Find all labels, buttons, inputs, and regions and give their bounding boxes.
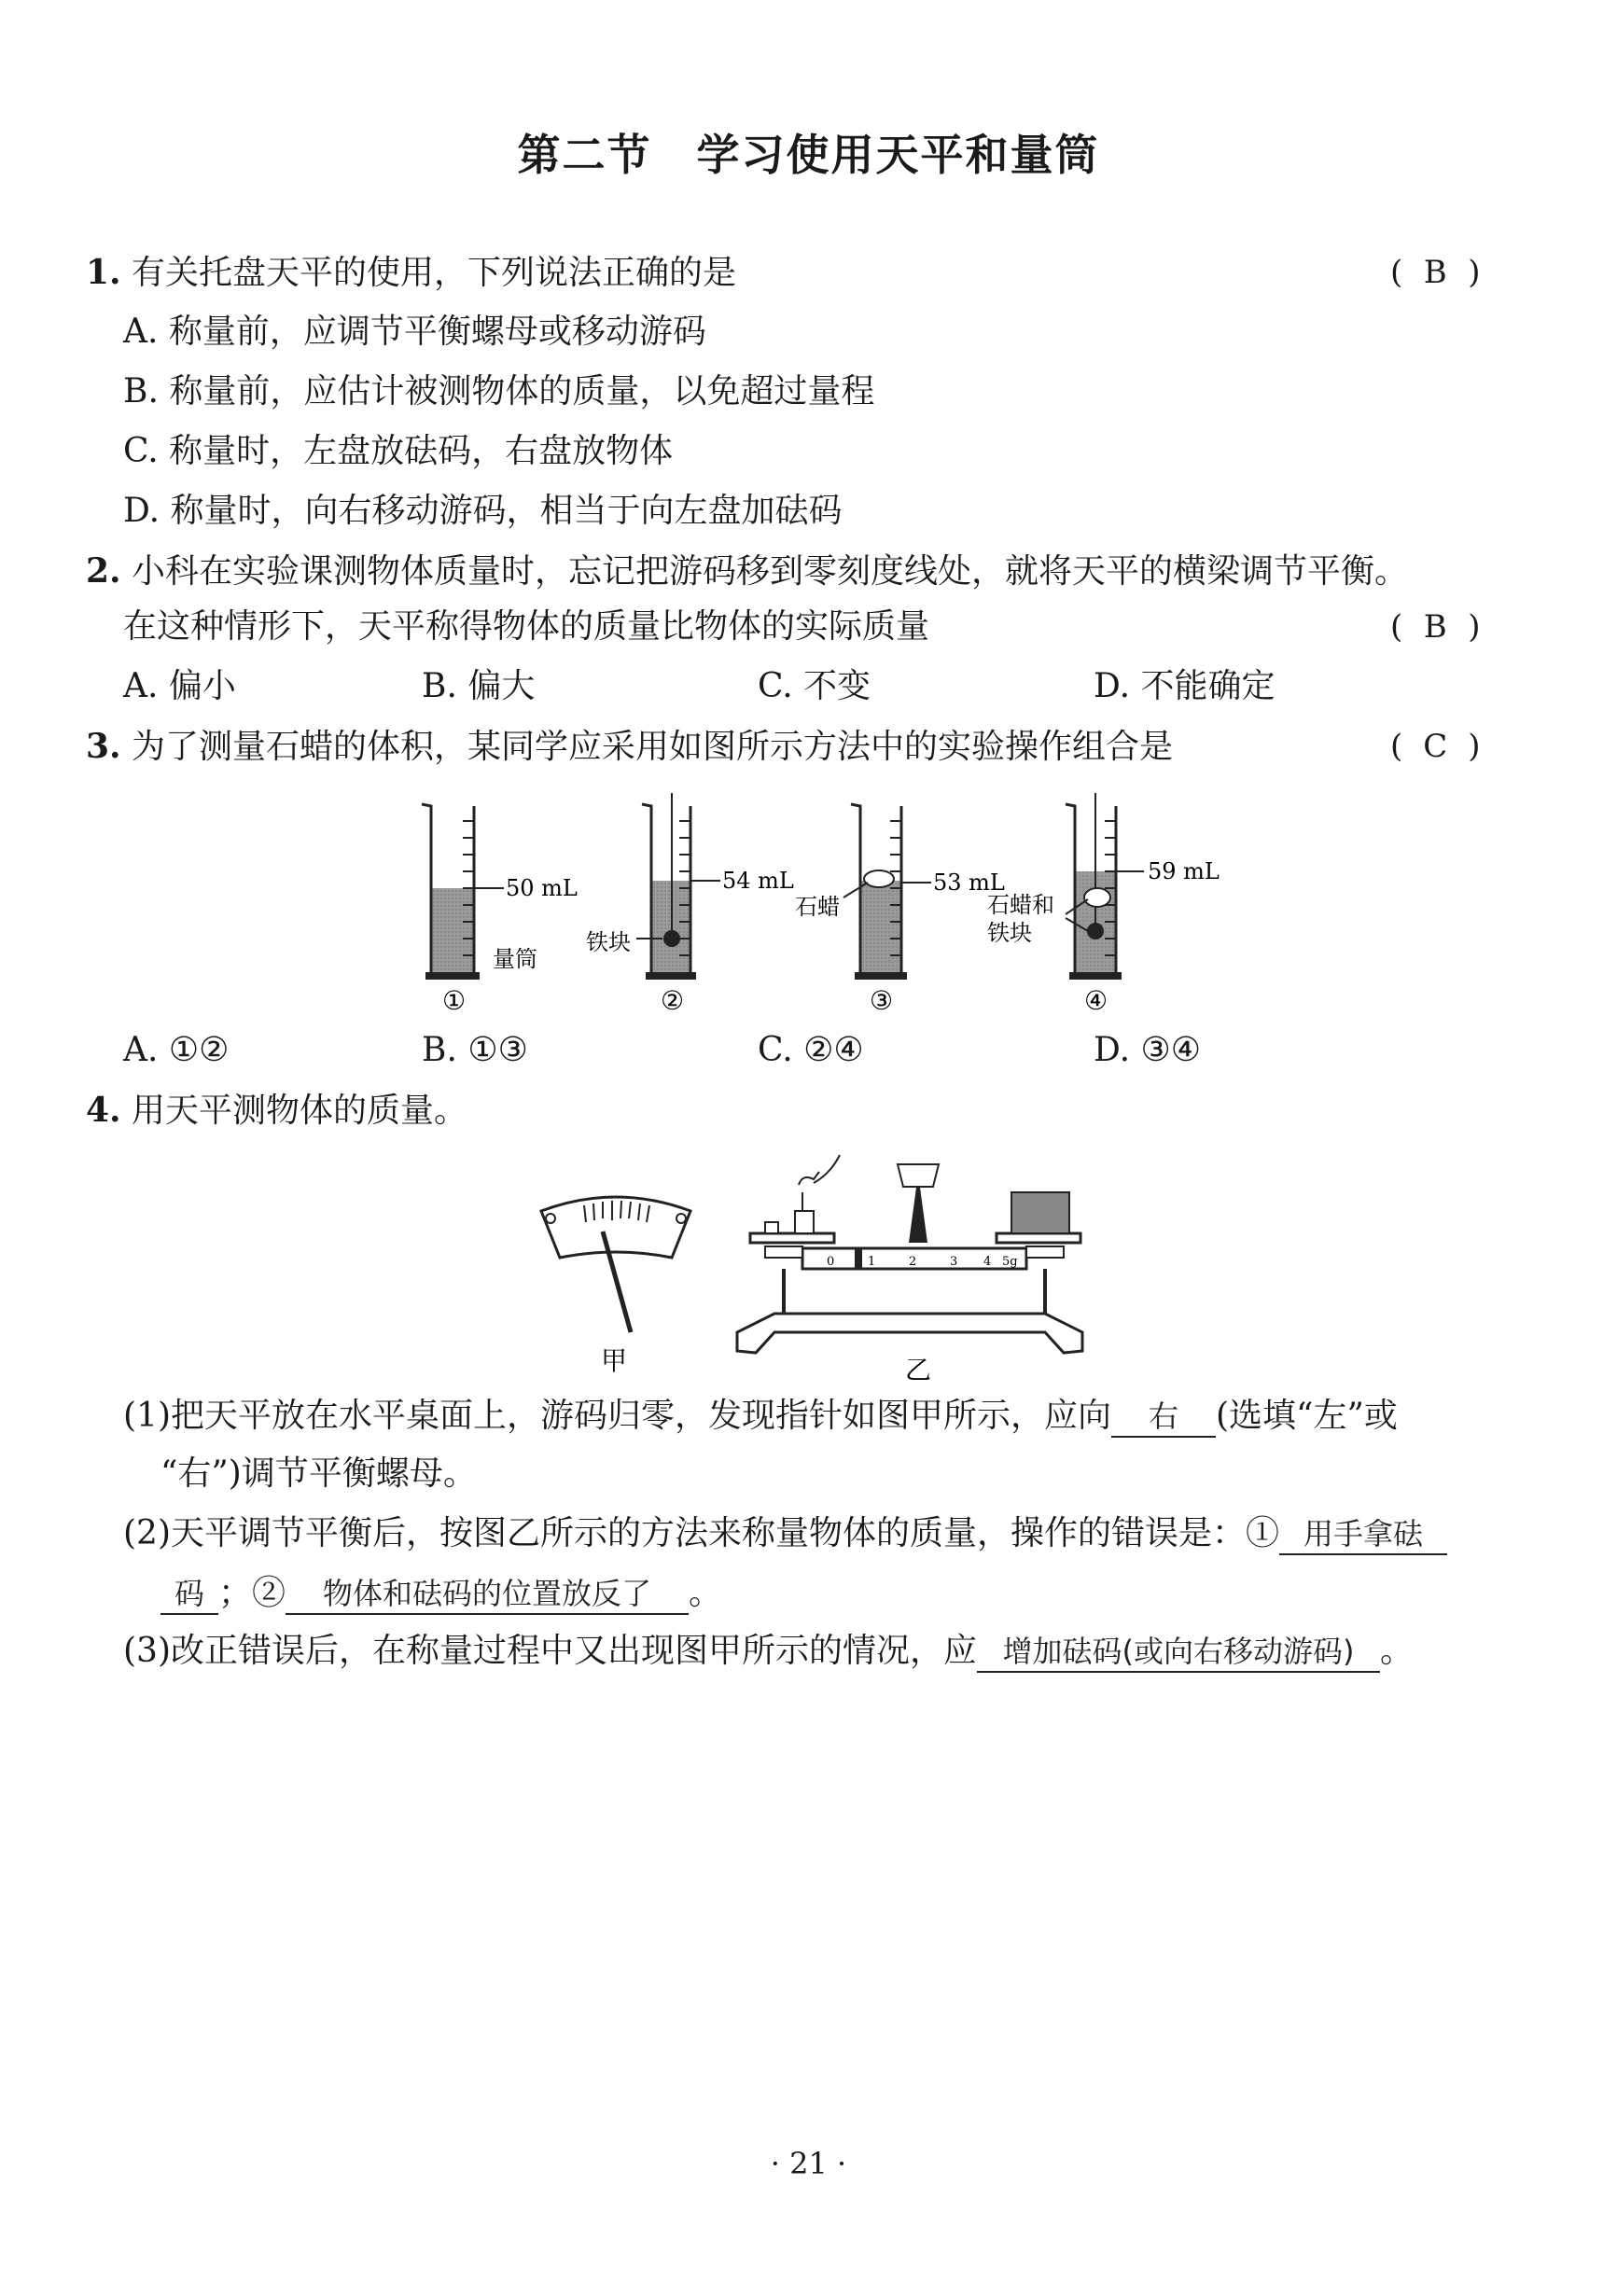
ruler-tick-2: 2 [909, 1255, 917, 1269]
page-number: · 21 · [770, 2146, 847, 2181]
q3-option-d: D. ③④ [1094, 1031, 1202, 1069]
q2-option-b: B. 偏大 [422, 667, 536, 705]
q2-answer: ( B ) [1390, 605, 1481, 649]
cylinder-2-value: 54 mL [722, 868, 794, 894]
q1-option-a: A. 称量前，应调节平衡螺母或移动游码 [123, 313, 706, 351]
cylinder-4-object-2: 铁块 [987, 920, 1032, 946]
ruler-tick-3: 3 [950, 1255, 958, 1269]
q2-number: 2. [86, 551, 121, 591]
q2-option-a: A. 偏小 [123, 667, 236, 705]
ruler-tick-4: 4 [983, 1255, 992, 1269]
q4-number: 4. [86, 1091, 121, 1130]
q4-sub2-text-a: (2)天平调节平衡后，按图乙所示的方法来称量物体的质量，操作的错误是：① [123, 1514, 1279, 1552]
q2-option-c: C. 不变 [758, 667, 871, 705]
page-title: 第二节 学习使用天平和量筒 [517, 130, 1100, 180]
q4-sub2-line1 [123, 1511, 1447, 1556]
cylinder-2-object: 铁块 [586, 929, 631, 955]
q4-sub2-answer2: 物体和砝码的位置放反了 [286, 1574, 689, 1615]
q4-sub1-text-b: (选填“左”或 [1216, 1397, 1398, 1435]
q4-sub3-text-end: 。 [1380, 1632, 1415, 1670]
q1-option-d: D. 称量时，向右移动游码，相当于向左盘加砝码 [123, 492, 843, 530]
q3-option-b: B. ①③ [422, 1031, 528, 1069]
q4-stem [86, 1088, 467, 1134]
cylinder-4-object-1: 石蜡和 [987, 892, 1054, 918]
q1-answer: ( B ) [1390, 250, 1481, 295]
ruler-tick-0: 0 [827, 1255, 835, 1269]
dial-jia [541, 1197, 690, 1376]
cylinder-4-value: 59 mL [1148, 858, 1220, 884]
cylinder-4 [987, 793, 1220, 1016]
q3-stem-text: 为了测量石蜡的体积，某同学应采用如图所示方法中的实验操作组合是 [132, 728, 1174, 766]
q4-sub1-line2: “右”)调节平衡螺母。 [160, 1454, 477, 1493]
q3-cylinders-figure [373, 793, 1269, 1017]
label-yi: 乙 [905, 1355, 932, 1385]
q3-answer-letter: C [1423, 728, 1448, 765]
q4-sub1-answer: 右 [1111, 1397, 1216, 1438]
q4-sub2-answer1-part1: 用手拿砝 [1279, 1514, 1447, 1555]
cylinder-4-index: ④ [1084, 985, 1108, 1016]
q4-sub2-answer1-part2: 码 [160, 1574, 218, 1615]
q1-stem [86, 250, 736, 296]
q4-sub2-line2 [160, 1571, 722, 1616]
q4-sub3-text-a: (3)改正错误后，在称量过程中又出现图甲所示的情况，应 [123, 1632, 977, 1670]
q3-option-a: A. ①② [123, 1031, 230, 1069]
q1-number: 1. [86, 253, 121, 292]
q4-sub1-text-a: (1)把天平放在水平桌面上，游码归零，发现指针如图甲所示，应向 [123, 1397, 1111, 1435]
q3-option-c: C. ②④ [758, 1031, 864, 1069]
q3-stem [86, 724, 1173, 770]
cylinder-1-value: 50 mL [506, 875, 578, 901]
q4-sub3-line [123, 1629, 1414, 1674]
q3-number: 3. [86, 727, 121, 766]
cylinder-3-object: 石蜡 [795, 894, 840, 920]
cylinder-1-name: 量筒 [493, 946, 537, 972]
q2-option-d: D. 不能确定 [1094, 667, 1275, 705]
cylinder-1-index: ① [442, 985, 467, 1016]
ruler-tick-5: 5g [1002, 1255, 1018, 1269]
cylinder-1 [422, 804, 578, 1016]
cylinder-2-index: ② [661, 985, 685, 1016]
q2-stem-line1 [86, 549, 1408, 594]
cylinder-2 [586, 793, 794, 1016]
q3-answer: ( C ) [1390, 724, 1481, 769]
q4-sub2-text-end: 。 [689, 1574, 723, 1612]
q4-stem-text: 用天平测物体的质量。 [132, 1092, 468, 1130]
label-jia: 甲 [601, 1345, 628, 1376]
q4-sub3-answer: 增加砝码(或向右移动游码) [977, 1632, 1380, 1673]
q1-stem-text: 有关托盘天平的使用，下列说法正确的是 [132, 254, 737, 292]
q4-balance-figure [523, 1146, 1120, 1388]
q1-option-b: B. 称量前，应估计被测物体的质量，以免超过量程 [123, 372, 875, 410]
q2-stem-text-1: 小科在实验课测物体质量时，忘记把游码移到零刻度线处，就将天平的横梁调节平衡。 [132, 552, 1409, 591]
q1-answer-letter: B [1423, 254, 1447, 291]
q1-option-c: C. 称量时，左盘放砝码，右盘放物体 [123, 432, 674, 470]
cylinder-3 [795, 804, 1005, 1016]
q4-sub1-line1 [123, 1394, 1398, 1439]
q2-answer-letter: B [1423, 608, 1447, 646]
q4-sub2-text-mid: ；② [218, 1574, 286, 1612]
balance-yi [737, 1155, 1082, 1385]
cylinder-3-value: 53 mL [933, 870, 1005, 896]
cylinder-3-index: ③ [870, 985, 894, 1016]
ruler-tick-1: 1 [868, 1255, 876, 1269]
q2-stem-line2: 在这种情形下，天平称得物体的质量比物体的实际质量 [123, 607, 930, 646]
